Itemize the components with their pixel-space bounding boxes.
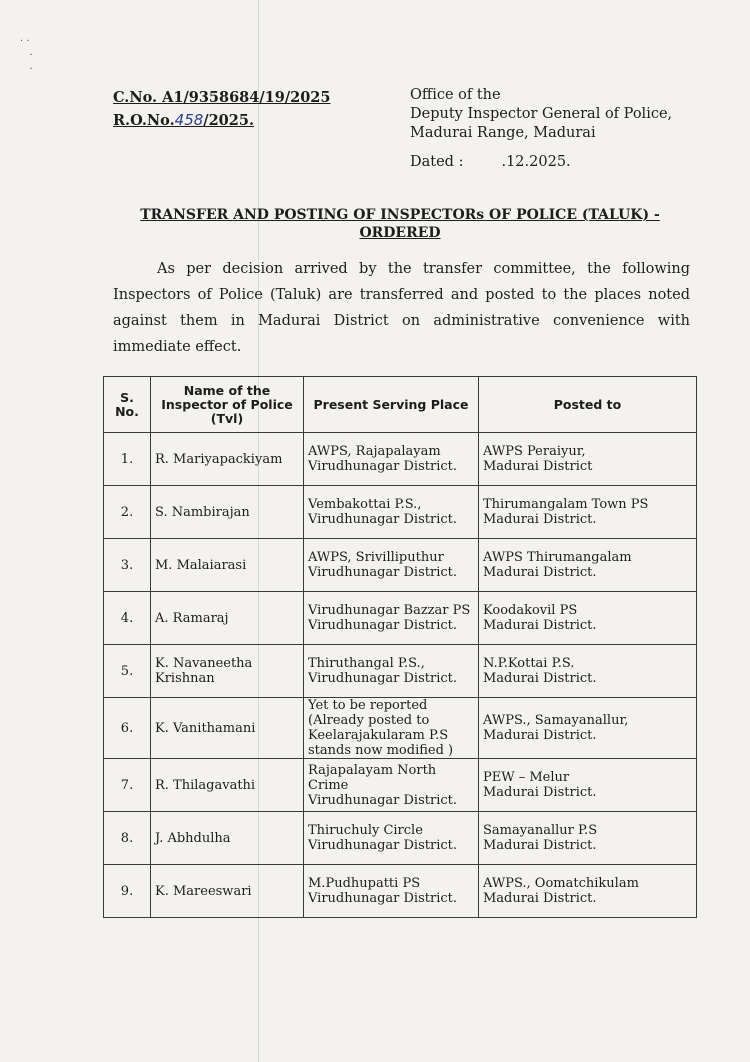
cell-posted-to-line: Madurai District. xyxy=(483,671,597,686)
cell-posted-to-line: AWPS Peraiyur, xyxy=(483,444,586,459)
cell-present-place-line: Virudhunagar District. xyxy=(308,891,457,906)
cell-sno: 1. xyxy=(104,433,151,486)
cell-name xyxy=(151,433,304,486)
table-row xyxy=(104,759,697,812)
header-posted-to: Posted to xyxy=(479,377,697,433)
cell-present-place-line: AWPS, Rajapalayam xyxy=(308,444,441,459)
cell-posted-to xyxy=(479,645,697,698)
cell-present-place xyxy=(304,592,479,645)
scan-specks: · · · · xyxy=(20,36,33,75)
cell-sno: 5. xyxy=(104,645,151,698)
cell-present-place-line: Virudhunagar District. xyxy=(308,671,457,686)
cell-posted-to xyxy=(479,486,697,539)
body-paragraph: As per decision arrived by the transfer committee, the following Inspectors of Police (Taluk) are transferred and posted to the places noted against them in Madurai District on administrative convenience with immediate effect. xyxy=(113,261,690,355)
subject-line: ORDERED xyxy=(359,225,441,241)
cell-posted-to-line: Thirumangalam Town PS xyxy=(483,497,649,512)
cell-posted-to xyxy=(479,592,697,645)
cell-posted-to-line: Madurai District xyxy=(483,459,593,474)
cell-posted-to-line: AWPS., Samayanallur, xyxy=(483,713,629,728)
cell-name-line: S. Nambirajan xyxy=(155,504,250,520)
cell-present-place-line: Rajapalayam North xyxy=(308,762,437,778)
table-row xyxy=(104,645,697,698)
ro-suffix: /2025. xyxy=(203,112,254,129)
cell-present-place-line: stands now modified ) xyxy=(308,743,454,758)
cell-present-place-line: Yet to be reported xyxy=(308,698,428,713)
subject-heading xyxy=(130,206,670,242)
cell-present-place-line: Vembakottai P.S., xyxy=(308,497,422,512)
ro-handwritten-number: 458 xyxy=(174,111,204,129)
table-row xyxy=(104,812,697,865)
cell-name-line: K. Vanithamani xyxy=(155,720,256,736)
cell-present-place-line: Thiruchuly Circle xyxy=(308,823,423,838)
table-header-row xyxy=(104,377,697,433)
cell-name-line: Krishnan xyxy=(155,671,215,686)
ro-prefix: R.O.No. xyxy=(113,112,175,129)
cell-present-place-line: Keelarajakularam P.S xyxy=(308,728,449,743)
cell-name-line: J. Abhdulha xyxy=(155,830,231,846)
cell-name-line: M. Malaiarasi xyxy=(155,557,247,573)
table-row xyxy=(104,539,697,592)
cell-present-place xyxy=(304,812,479,865)
cell-sno: 3. xyxy=(104,539,151,592)
cell-posted-to-line: Madurai District. xyxy=(483,512,597,527)
reference-block xyxy=(113,86,331,132)
cell-present-place-line: Virudhunagar District. xyxy=(308,618,457,633)
office-line: Deputy Inspector General of Police, xyxy=(410,106,673,122)
cell-posted-to-line: Madurai District. xyxy=(483,728,597,743)
cell-posted-to-line: Samayanallur P.S xyxy=(483,823,598,838)
cell-posted-to-line: Madurai District. xyxy=(483,785,597,800)
subject-line: TRANSFER AND POSTING OF INSPECTORs OF POLICE (TALUK) - xyxy=(140,207,660,223)
cell-present-place-line: Virudhunagar District. xyxy=(308,792,457,808)
dated-value: .12.2025. xyxy=(501,154,571,170)
cell-present-place-line: Virudhunagar District. xyxy=(308,565,457,580)
cell-posted-to-line: AWPS., Oomatchikulam xyxy=(483,876,639,891)
cell-present-place xyxy=(304,433,479,486)
header-name: Name of the Inspector of Police (Tvl) xyxy=(151,377,304,433)
cell-name-line: R. Mariyapackiyam xyxy=(155,451,283,467)
cell-name-line: A. Ramaraj xyxy=(155,610,229,626)
cell-present-place-line: Virudhunagar Bazzar PS xyxy=(308,603,471,618)
cell-posted-to-line: Madurai District. xyxy=(483,838,597,853)
cell-sno: 9. xyxy=(104,865,151,918)
table-row xyxy=(104,865,697,918)
cell-sno: 4. xyxy=(104,592,151,645)
header-present-place: Present Serving Place xyxy=(304,377,479,433)
cell-posted-to-line: Madurai District. xyxy=(483,891,597,906)
cell-sno: 2. xyxy=(104,486,151,539)
cell-present-place-line: Crime xyxy=(308,777,349,793)
cell-present-place xyxy=(304,539,479,592)
ro-number xyxy=(113,109,331,132)
office-address xyxy=(410,86,672,143)
cell-posted-to xyxy=(479,698,697,759)
cell-present-place-line: Virudhunagar District. xyxy=(308,512,457,527)
cell-present-place xyxy=(304,645,479,698)
cell-name xyxy=(151,812,304,865)
table-row xyxy=(104,486,697,539)
cell-name xyxy=(151,645,304,698)
case-number: C.No. A1/9358684/19/2025 xyxy=(113,89,331,106)
cell-name xyxy=(151,592,304,645)
cell-posted-to xyxy=(479,865,697,918)
cell-present-place xyxy=(304,486,479,539)
table-row xyxy=(104,698,697,759)
cell-name-line: R. Thilagavathi xyxy=(155,777,256,793)
cell-name-line: K. Navaneetha xyxy=(155,656,253,671)
cell-present-place-line: Thiruthangal P.S., xyxy=(308,656,425,671)
header-sno: S. No. xyxy=(104,377,151,433)
cell-posted-to xyxy=(479,759,697,812)
cell-present-place xyxy=(304,698,479,759)
cell-posted-to xyxy=(479,433,697,486)
cell-posted-to-line: Koodakovil PS xyxy=(483,603,578,618)
cell-name xyxy=(151,698,304,759)
cell-sno: 6. xyxy=(104,698,151,759)
cell-name xyxy=(151,759,304,812)
office-line: Madurai Range, Madurai xyxy=(410,125,596,141)
cell-present-place-line: Virudhunagar District. xyxy=(308,459,457,474)
cell-present-place xyxy=(304,759,479,812)
cell-present-place-line: M.Pudhupatti PS xyxy=(308,876,421,891)
table-row xyxy=(104,592,697,645)
cell-present-place-line: Virudhunagar District. xyxy=(308,838,457,853)
cell-name xyxy=(151,486,304,539)
cell-sno: 7. xyxy=(104,759,151,812)
cell-name-line: K. Mareeswari xyxy=(155,883,252,899)
cell-posted-to-line: N.P.Kottai P.S. xyxy=(483,656,575,671)
office-line: Office of the xyxy=(410,87,501,103)
cell-present-place xyxy=(304,865,479,918)
cell-posted-to xyxy=(479,539,697,592)
table-row xyxy=(104,433,697,486)
cell-present-place-line: AWPS, Srivilliputhur xyxy=(308,550,444,565)
cell-posted-to-line: Madurai District. xyxy=(483,618,597,633)
cell-sno: 8. xyxy=(104,812,151,865)
dated-label: Dated : xyxy=(410,154,464,170)
cell-posted-to xyxy=(479,812,697,865)
cell-posted-to-line: AWPS Thirumangalam xyxy=(483,550,632,565)
cell-posted-to-line: PEW – Melur xyxy=(483,770,570,785)
cell-name xyxy=(151,865,304,918)
dated-line xyxy=(410,154,571,170)
cell-name xyxy=(151,539,304,592)
transfer-table xyxy=(103,376,697,918)
cell-present-place-line: (Already posted to xyxy=(308,713,430,728)
cell-posted-to-line: Madurai District. xyxy=(483,565,597,580)
